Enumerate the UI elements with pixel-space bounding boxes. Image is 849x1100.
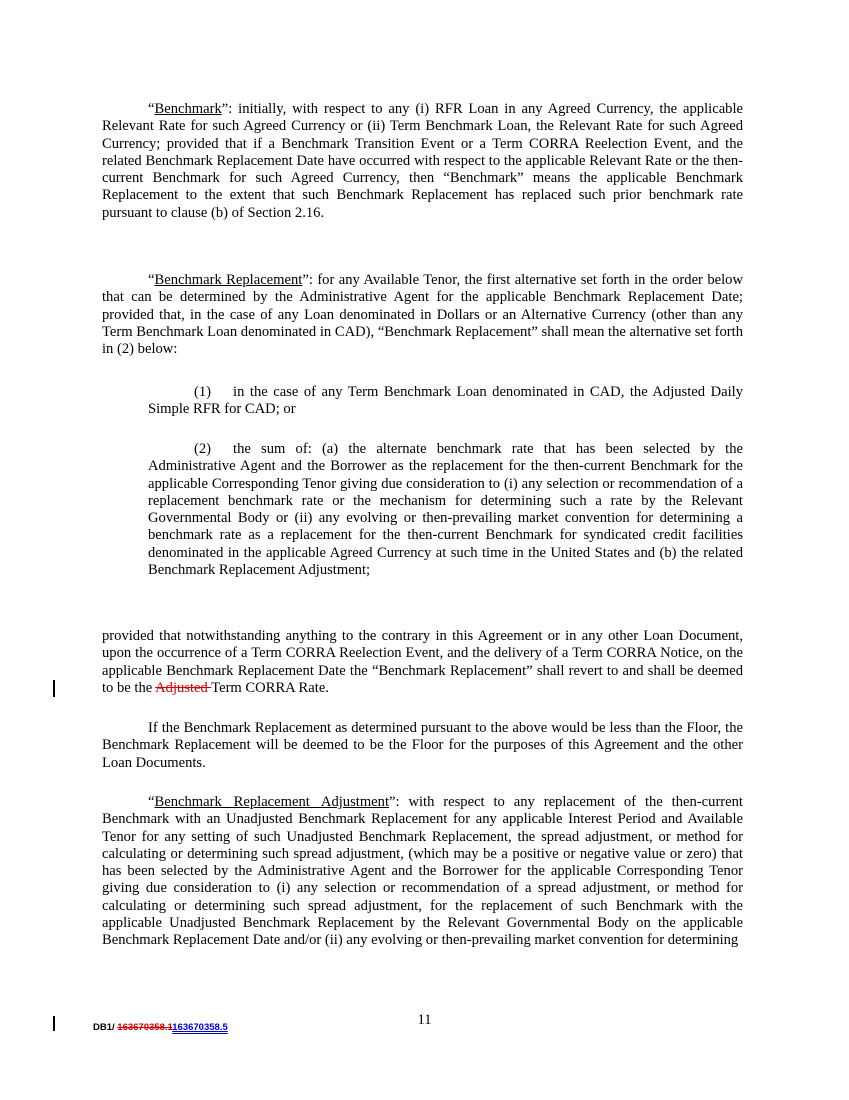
proviso-text-end: Term CORRA Rate. [211,679,329,696]
quote-open: “ [148,272,155,288]
definition-benchmark-replacement-adjustment [102,794,743,950]
definition-text: : for any Available Tenor, the first alternative set forth in the order below that can be determined by the Administrative Agent for the applicable Benchmark Replacement Date; provided that, in the case of any Loan denominated in Dollars or an Alternative Currency (other than any Term Benchmark Loan denominated in CAD), “Benchmark Replacement” shall mean the alternative set forth in (2) below: [102,272,743,358]
deleted-text: Adjusted [155,679,212,696]
proviso-text: provided that notwithstanding anything to the contrary in this Agreement or in any other Loan Document, upon the occurrence of a Term CORRA Reelection Event, and the delivery of a Term CORRA Notice, on the applicable Benchmark Replacement Date the “Benchmark Replacement” shall revert to and shall be deemed to be the [102,628,743,696]
list-item-2 [148,441,743,579]
definition-benchmark-replacement [102,272,743,358]
quote-close: ” [389,794,396,810]
floor-paragraph [102,720,743,772]
proviso-paragraph [102,628,743,697]
doc-id-inserted: 163670358.5 [172,1022,228,1033]
list-item-1 [148,384,743,419]
quote-close: ” [221,101,229,117]
quote-open: “ [148,101,155,117]
definition-benchmark [102,101,743,222]
doc-id-deleted: 163670358.1 [117,1022,173,1033]
footer-change-bar [53,1016,55,1031]
defined-term-benchmark-replacement: Benchmark Replacement [154,272,303,288]
definition-text: : with respect to any replacement of the then-current Benchmark with an Unadjusted Benchmark Replacement for any applicable Interest Period and Available Tenor for any setting of such Unadjusted Benchmark Replacement, the spread adjustment, or method for calculating or determining such spread adjustment, (which may be a positive or negative value or zero) that has been selected by the Administrative Agent and the Borrower for the applicable Corresponding Tenor giving due consideration to (i) any selection or recommendation of a spread adjustment, or method for calculating or determining such spread adjustment, for the replacement of such Benchmark with the applicable Unadjusted Benchmark Replacement by the Relevant Governmental Body on the applicable Benchmark Replacement Date and/or (ii) any evolving or then-prevailing market convention for determining [102,794,743,949]
list-item-number: (2) [194,441,212,457]
change-bar [53,680,55,697]
list-item-number: (1) [194,384,212,400]
doc-id-prefix: DB1/ [93,1022,118,1033]
defined-term-benchmark-replacement-adjustment: Benchmark Replacement Adjustment [154,794,390,810]
list-item-text: the sum of: (a) the alternate benchmark rate that has been selected by the Administrative Agent and the Borrower as the replacement for the then-current Benchmark for the applicable Corresponding Tenor giving due consideration to (i) any selection or recommendation of a replacement benchmark rate or the mechanism for determining such a rate by the Relevant Governmental Body or (ii) any evolving or then-prevailing market convention for determining a benchmark rate as a replacement for the then-current Benchmark for syndicated credit facilities denominated in the applicable Agreed Currency at such time in the United States and (b) the related Benchmark Replacement Adjustment; [148,441,743,579]
defined-term-benchmark: Benchmark [154,101,222,117]
definition-text: : initially, with respect to any (i) RFR Loan in any Agreed Currency, the applicable Relevant Rate for such Agreed Currency or (ii) Term Benchmark Loan, the Relevant Rate for such Agreed Currency; provided that if a Benchmark Transition Event or a Term CORRA Reelection Event, and the related Benchmark Replacement Date have occurred with respect to the applicable Relevant Rate or the then-current Benchmark for such Agreed Currency, then “Benchmark” means the applicable Benchmark Replacement to the extent that such Benchmark Replacement has replaced such prior benchmark rate pursuant to clause (b) of Section 2.16. [102,101,743,221]
quote-close: ” [302,272,309,288]
list-item-text: in the case of any Term Benchmark Loan denominated in CAD, the Adjusted Daily Simple RFR for CAD; or [148,384,743,418]
page-number: 11 [417,1012,432,1028]
floor-text: If the Benchmark Replacement as determined pursuant to the above would be less than the Floor, the Benchmark Replacement will be deemed to be the Floor for the purposes of this Agreement and the other Loan Documents. [102,720,743,771]
quote-open: “ [148,794,155,810]
document-id [93,1019,228,1036]
